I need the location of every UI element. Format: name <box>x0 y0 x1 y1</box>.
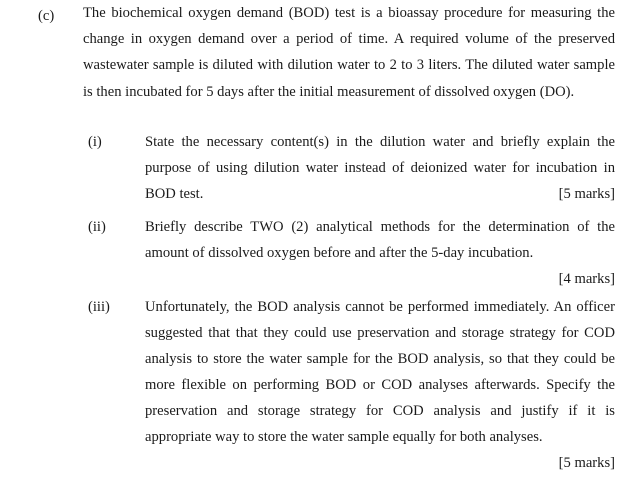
question-label: (c) <box>38 8 55 24</box>
marks-label: [5 marks] <box>558 455 615 471</box>
sub-question-label: (iii) <box>88 299 110 315</box>
sub-question-label: (ii) <box>88 219 106 235</box>
sub-question-body <box>145 129 615 207</box>
sub-question-text: State the necessary content(s) in the dilution water and briefly explain the purpose of using dilution water instead of deionized water for incubation in BOD test. <box>145 134 615 202</box>
marks-label: [5 marks] <box>558 186 615 202</box>
marks-label: [4 marks] <box>558 271 615 287</box>
sub-question-body <box>145 214 615 292</box>
question-intro: The biochemical oxygen demand (BOD) test is a bioassay procedure for measuring the change in oxygen demand over a period of time. A required volume of the preserved wastewater sample is diluted with dilution water to 2 to 3 liters. The diluted water sample is then incubated for 5 days after the initial measurement of dissolved oxygen (DO). <box>83 5 615 100</box>
sub-question-text: Briefly describe TWO (2) analytical methods for the determination of the amount of dissolved oxygen before and after the 5-day incubation. <box>145 219 615 261</box>
sub-question-body <box>145 294 615 476</box>
sub-question-label: (i) <box>88 134 102 150</box>
sub-question-text: Unfortunately, the BOD analysis cannot be performed immediately. An officer suggested that that they could use preservation and storage strategy for COD analysis to store the water sample for the BOD analysis, so that they could be more flexible on performing BOD or COD analyses afterwards. Specify the preservation and storage strategy for COD analysis and justify if it is appropriate way to store the water sample equally for both analyses. <box>145 299 615 445</box>
